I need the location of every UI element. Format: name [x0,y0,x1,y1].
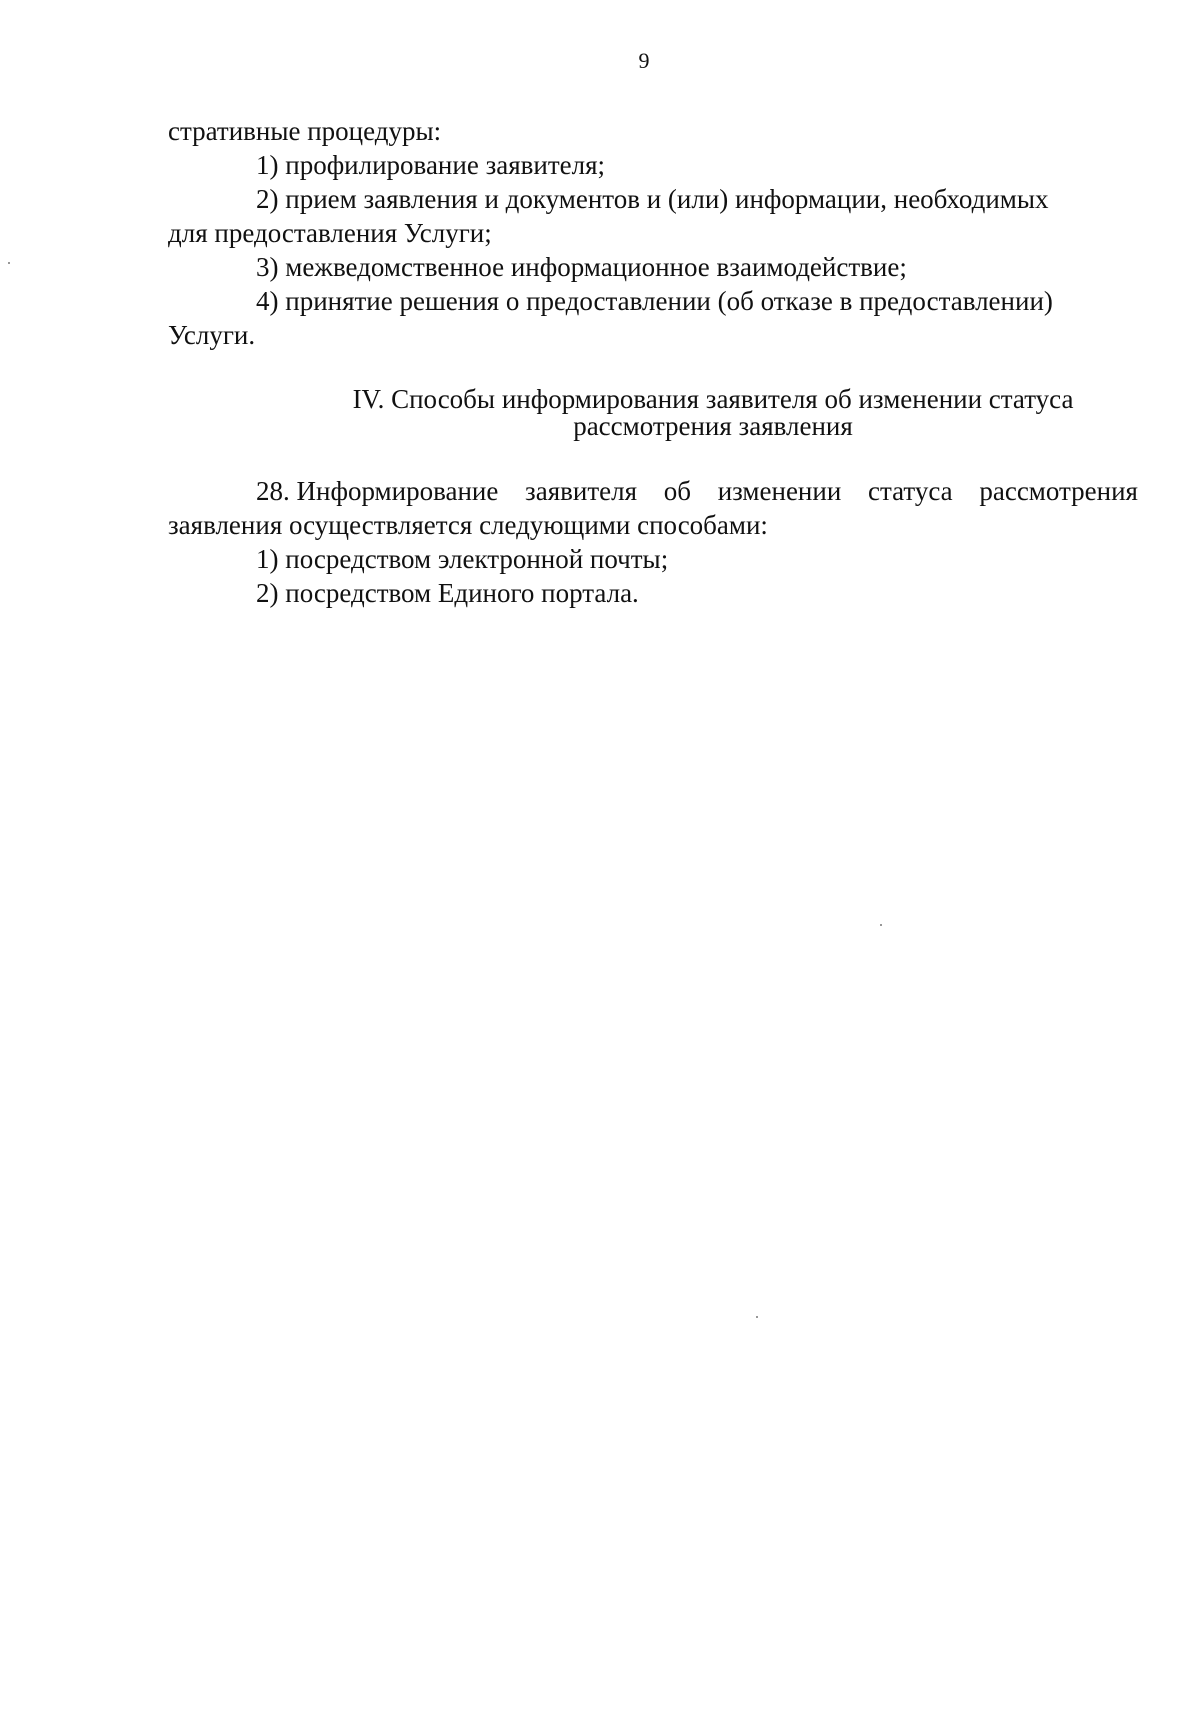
clause-28-word: об [663,476,691,506]
clause-28-word: изменении [717,476,842,506]
clause-28-word: заявителя [525,476,637,506]
scan-speck [8,262,10,264]
clause-28-first-line [168,474,1138,508]
section-heading-line-1: IV. Способы информирования заявителя об изменении статуса [352,384,1074,414]
section-heading-line-2: рассмотрения заявления [573,411,853,441]
section-heading [168,386,1138,440]
clause-28-word: 28. Информирование [256,476,499,506]
scan-speck [756,1316,758,1318]
scan-speck [880,924,882,926]
procedure-item-4-continued: Услуги. [168,320,256,350]
page-number: 9 [638,48,650,73]
clause-28-second-line: заявления осуществляется следующими способами: [168,510,768,540]
procedures-intro: стративные процедуры: [168,116,442,146]
clause-28-word: статуса [868,476,953,506]
procedure-item-1: 1) профилирование заявителя; [256,150,606,180]
procedure-item-2-text: 2) прием заявления и документов и (или) информации, необходимых [256,184,1049,214]
procedure-item-2-continued: для предоставления Услуги; [168,218,492,248]
clause-28-word: рассмотрения [979,476,1138,506]
clause-28-item-1: 1) посредством электронной почты; [256,544,669,574]
procedure-item-2 [168,182,1138,216]
procedure-item-4: 4) принятие решения о предоставлении (об отказе в предоставлении) [256,286,1053,316]
document-body [168,114,1138,610]
procedure-item-3: 3) межведомственное информационное взаимодействие; [256,252,907,282]
clause-28-item-2: 2) посредством Единого портала. [256,578,639,608]
